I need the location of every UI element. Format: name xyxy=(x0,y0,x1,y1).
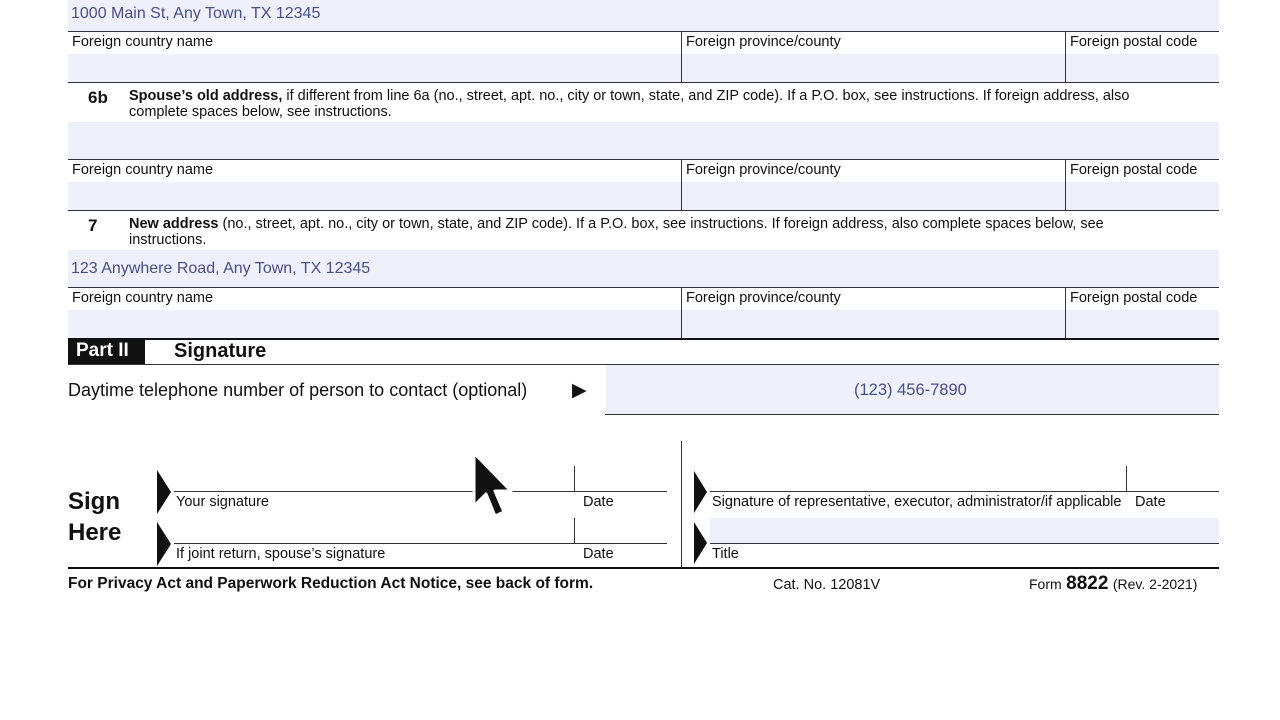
arrow-right-icon xyxy=(694,471,707,513)
sign-heading xyxy=(68,486,121,548)
line6b-foreign-province-label: Foreign province/county xyxy=(686,162,841,178)
line6a-foreign-postal-field[interactable] xyxy=(1066,54,1219,82)
line6b-number: 6b xyxy=(88,88,108,107)
date-label: Date xyxy=(1135,494,1166,510)
line6b-foreign-province-field[interactable] xyxy=(682,182,1065,210)
part2-badge xyxy=(68,339,145,364)
line6b-foreign-postal-label: Foreign postal code xyxy=(1070,162,1198,178)
sign-heading-line1: Sign xyxy=(68,488,120,515)
divider xyxy=(574,466,575,491)
part2-badge-text: Part II xyxy=(76,340,129,361)
form-revision: (Rev. 2-2021) xyxy=(1112,576,1198,592)
phone-value: (123) 456-7890 xyxy=(854,381,967,399)
line7-address-value: 123 Anywhere Road, Any Town, TX 12345 xyxy=(71,260,371,277)
arrow-right-icon xyxy=(157,470,171,514)
representative-signature-label: Signature of representative, executor, administrator/if applicable xyxy=(712,494,1122,510)
title-field[interactable] xyxy=(710,518,1219,543)
arrow-right-icon xyxy=(694,522,707,564)
cat-number: Cat. No. 12081V xyxy=(773,577,881,593)
line6b-address-field[interactable] xyxy=(68,122,1219,159)
divider xyxy=(68,31,1219,32)
spouse-signature-field[interactable] xyxy=(174,518,574,543)
divider xyxy=(574,518,575,543)
line6b-title: Spouse’s old address, xyxy=(129,88,283,104)
date-label: Date xyxy=(583,546,614,562)
divider xyxy=(710,543,1219,544)
line6a-foreign-province-label: Foreign province/county xyxy=(686,34,841,50)
divider xyxy=(68,567,1219,569)
divider xyxy=(681,31,682,83)
divider xyxy=(174,491,667,492)
line6a-foreign-country-label: Foreign country name xyxy=(72,34,214,50)
divider xyxy=(1065,159,1066,211)
divider xyxy=(681,441,682,568)
line6b-text-line1: if different from line 6a (no., street, apt. no., city or town, state, and ZIP code). If a P.O. box, see instructions. If foreign address, also xyxy=(282,88,1130,104)
sign-heading-line2: Here xyxy=(68,519,122,546)
representative-signature-field[interactable] xyxy=(710,466,1126,491)
date-label: Date xyxy=(583,494,614,510)
form-identifier xyxy=(1029,573,1197,595)
line6b-foreign-country-label: Foreign country name xyxy=(72,162,214,178)
line6b-foreign-postal-field[interactable] xyxy=(1066,182,1219,210)
mouse-pointer-icon xyxy=(470,450,514,524)
divider xyxy=(68,287,1219,288)
spouse-signature-label: If joint return, spouse’s signature xyxy=(176,546,386,562)
divider xyxy=(681,159,682,211)
line7-foreign-postal-label: Foreign postal code xyxy=(1070,290,1198,306)
privacy-notice: For Privacy Act and Paperwork Reduction Act Notice, see back of form. xyxy=(68,575,594,592)
line7-foreign-province-field[interactable] xyxy=(682,310,1065,338)
your-signature-label: Your signature xyxy=(176,494,269,510)
line6b-text-line2: complete spaces below, see instructions. xyxy=(129,104,392,120)
divider xyxy=(174,543,667,544)
line6a-foreign-postal-label: Foreign postal code xyxy=(1070,34,1198,50)
line7-foreign-postal-field[interactable] xyxy=(1066,310,1219,338)
line7-text-line2: instructions. xyxy=(129,232,207,248)
line6b-foreign-country-field[interactable] xyxy=(68,182,681,210)
line7-instructions xyxy=(129,216,1209,248)
divider xyxy=(1065,287,1066,339)
divider xyxy=(605,414,1219,415)
line7-number: 7 xyxy=(88,216,98,235)
divider xyxy=(1065,31,1066,83)
form-number: 8822 xyxy=(1066,573,1109,594)
divider xyxy=(68,210,1219,211)
line7-foreign-province-label: Foreign province/county xyxy=(686,290,841,306)
divider xyxy=(68,159,1219,160)
phone-label: Daytime telephone number of person to contact (optional) xyxy=(68,380,528,400)
part2-title: Signature xyxy=(174,340,267,362)
line7-foreign-country-label: Foreign country name xyxy=(72,290,214,306)
your-signature-field[interactable] xyxy=(174,466,574,491)
divider xyxy=(710,491,1219,492)
form-prefix: Form xyxy=(1029,576,1062,592)
phone-arrow-icon: ▶ xyxy=(572,380,587,401)
title-label: Title xyxy=(712,546,739,562)
divider xyxy=(681,287,682,339)
line6a-foreign-country-field[interactable] xyxy=(68,54,681,82)
line6a-foreign-province-field[interactable] xyxy=(682,54,1065,82)
divider xyxy=(68,82,1219,83)
divider xyxy=(1126,466,1127,491)
arrow-right-icon xyxy=(157,522,171,566)
line6b-instructions xyxy=(129,88,1209,120)
line7-title: New address xyxy=(129,216,219,232)
line7-foreign-country-field[interactable] xyxy=(68,310,681,338)
line6a-address-value: 1000 Main St, Any Town, TX 12345 xyxy=(71,5,321,22)
line7-text-line1: (no., street, apt. no., city or town, state, and ZIP code). If a P.O. box, see instructions. If foreign address, also complete spaces below, see xyxy=(218,216,1104,232)
